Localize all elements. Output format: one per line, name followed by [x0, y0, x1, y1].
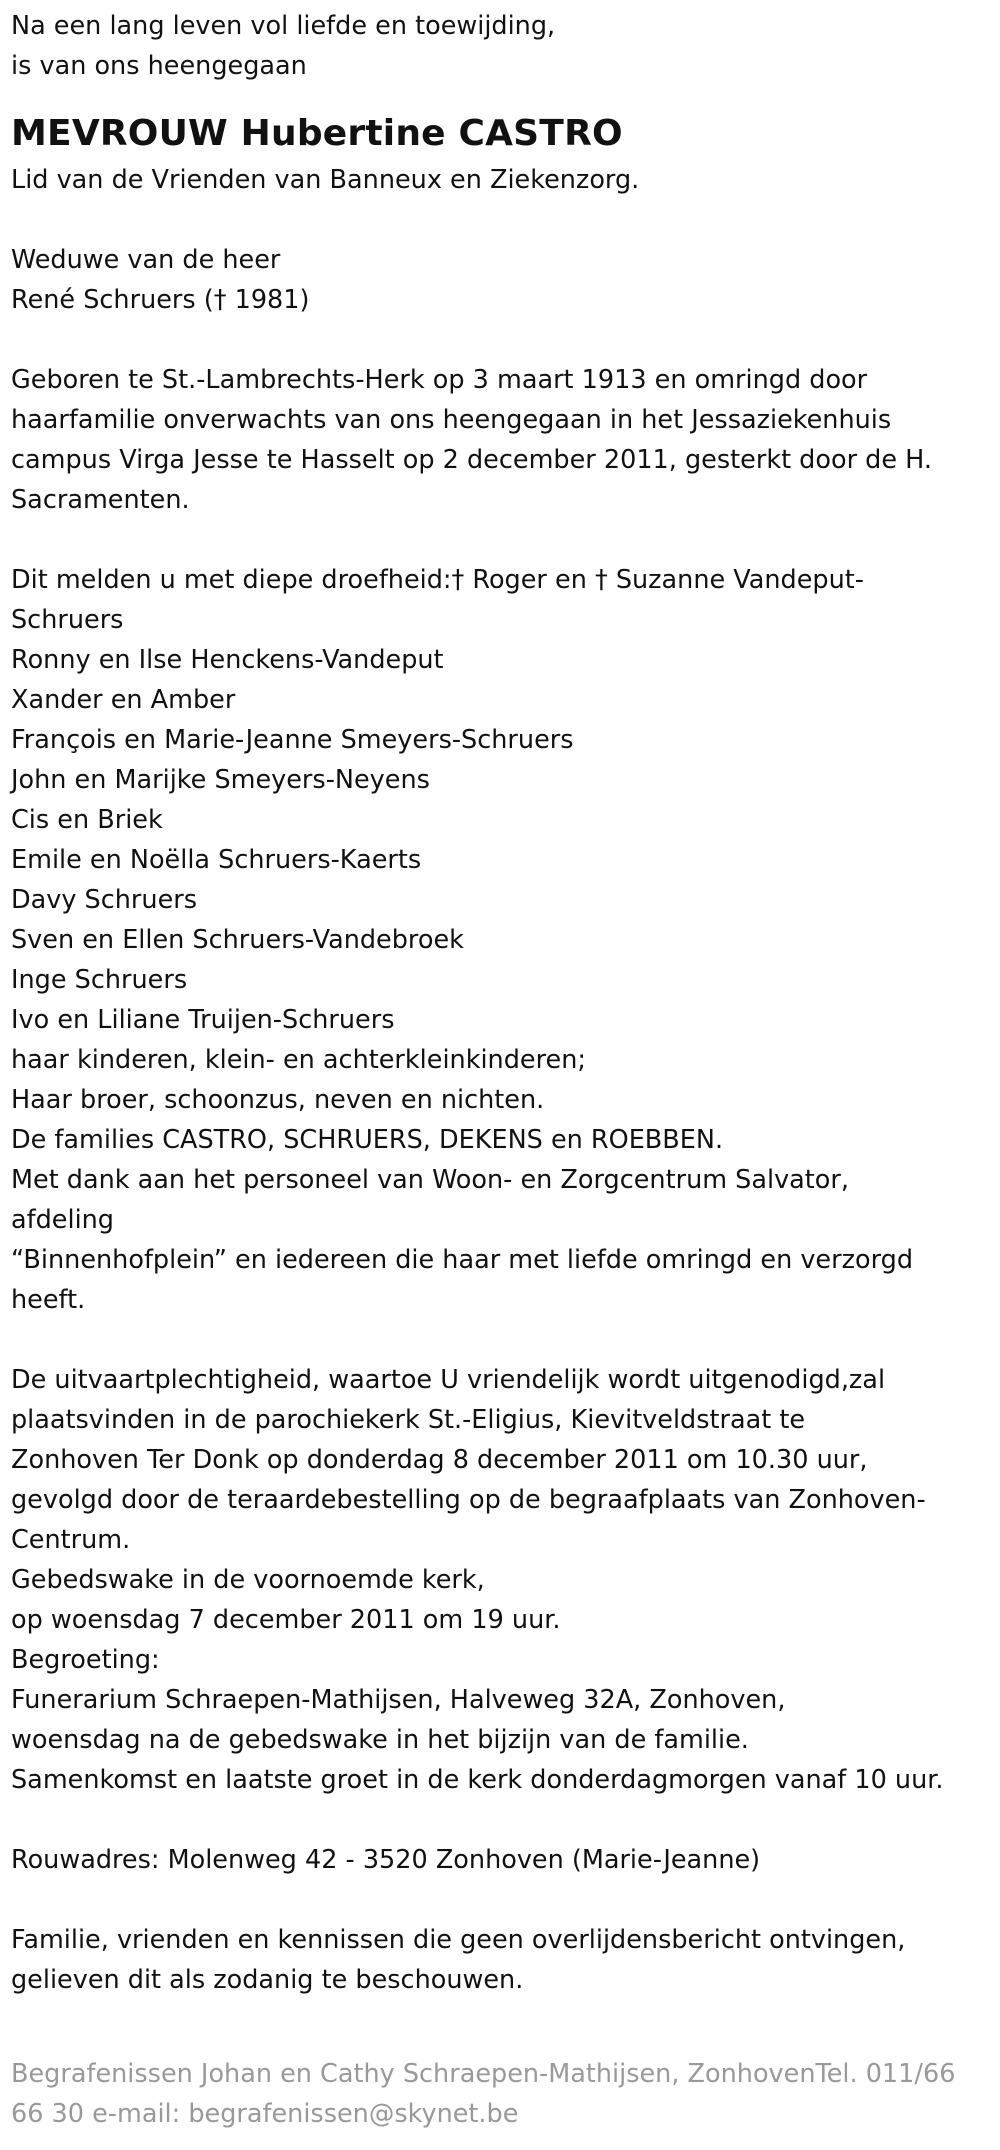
family-line: John en Marijke Smeyers-Neyens — [11, 765, 430, 795]
spacer — [11, 200, 988, 240]
funeral-line: gevolgd door de teraardebestelling op de begraafplaats van Zonhoven- — [11, 1485, 926, 1515]
family-line: Ivo en Liliane Truijen-Schruers — [11, 1005, 395, 1035]
spacer — [11, 520, 988, 560]
family-line: heeft. — [11, 1285, 86, 1315]
widow-line: Weduwe van de heer — [11, 245, 281, 275]
widow-line: René Schruers († 1981) — [11, 285, 310, 315]
family-line: Schruers — [11, 605, 124, 635]
footer-line: Begrafenissen Johan en Cathy Schraepen-Mathijsen, ZonhovenTel. 011/66 — [11, 2059, 956, 2089]
intro-line: Na een lang leven vol liefde en toewijding, — [11, 11, 556, 41]
family-line: Sven en Ellen Schruers-Vandebroek — [11, 925, 464, 955]
family-section — [11, 560, 988, 1320]
family-line: Ronny en Ilse Henckens-Vandeput — [11, 645, 444, 675]
funeral-line: plaatsvinden in de parochiekerk St.-Eligius, Kievitveldstraat te — [11, 1405, 806, 1435]
funeral-line: Samenkomst en laatste groet in de kerk donderdagmorgen vanaf 10 uur. — [11, 1765, 944, 1795]
closing-line: Familie, vrienden en kennissen die geen overlijdensbericht ontvingen, — [11, 1925, 906, 1955]
birth-line: haarfamilie onverwachts van ons heengegaan in het Jessaziekenhuis — [11, 405, 892, 435]
funeral-home-footer — [11, 2054, 988, 2134]
family-line: Dit melden u met diepe droefheid:† Roger en † Suzanne Vandeput- — [11, 565, 864, 595]
family-line: Inge Schruers — [11, 965, 188, 995]
spacer — [11, 1320, 988, 1360]
spacer — [11, 1880, 988, 1920]
birth-line: campus Virga Jesse te Hasselt op 2 december 2011, gesterkt door de H. — [11, 445, 932, 475]
funeral-line: De uitvaartplechtigheid, waartoe U vriendelijk wordt uitgenodigd,zal — [11, 1365, 886, 1395]
funeral-section — [11, 1360, 988, 1800]
deceased-name: MEVROUW Hubertine CASTRO — [11, 113, 623, 154]
family-line: Cis en Briek — [11, 805, 163, 835]
birth-line: Sacramenten. — [11, 485, 190, 515]
spacer — [11, 2000, 988, 2040]
family-line: haar kinderen, klein- en achterkleinkinderen; — [11, 1045, 586, 1075]
intro-section — [11, 6, 988, 86]
family-line: afdeling — [11, 1205, 114, 1235]
birth-line: Geboren te St.-Lambrechts-Herk op 3 maart 1913 en omringd door — [11, 365, 868, 395]
widow-section — [11, 240, 988, 320]
footer-line: 66 30 e-mail: begrafenissen@skynet.be — [11, 2099, 519, 2129]
spacer — [11, 1800, 988, 1840]
closing-section — [11, 1920, 988, 2000]
family-line: Haar broer, schoonzus, neven en nichten. — [11, 1085, 545, 1115]
family-line: François en Marie-Jeanne Smeyers-Schruers — [11, 725, 574, 755]
funeral-line: woensdag na de gebedswake in het bijzijn van de familie. — [11, 1725, 749, 1755]
family-line: De families CASTRO, SCHRUERS, DEKENS en ROEBBEN. — [11, 1125, 724, 1155]
birth-section — [11, 360, 988, 520]
family-line: Met dank aan het personeel van Woon- en Zorgcentrum Salvator, — [11, 1165, 849, 1195]
closing-line: gelieven dit als zodanig te beschouwen. — [11, 1965, 524, 1995]
funeral-line: Funerarium Schraepen-Mathijsen, Halveweg 32A, Zonhoven, — [11, 1685, 786, 1715]
funeral-line: op woensdag 7 december 2011 om 19 uur. — [11, 1605, 561, 1635]
family-line: Emile en Noëlla Schruers-Kaerts — [11, 845, 422, 875]
funeral-line: Begroeting: — [11, 1645, 160, 1675]
family-line: Davy Schruers — [11, 885, 198, 915]
mourning-address: Rouwadres: Molenweg 42 - 3520 Zonhoven (Marie-Jeanne) — [11, 1845, 761, 1875]
funeral-line: Centrum. — [11, 1525, 131, 1555]
family-line: “Binnenhofplein” en iedereen die haar met liefde omringd en verzorgd — [11, 1245, 914, 1275]
funeral-line: Gebedswake in de voornoemde kerk, — [11, 1565, 485, 1595]
spacer — [11, 320, 988, 360]
membership-line: Lid van de Vrienden van Banneux en Ziekenzorg. — [11, 165, 640, 195]
funeral-line: Zonhoven Ter Donk op donderdag 8 december 2011 om 10.30 uur, — [11, 1445, 868, 1475]
family-line: Xander en Amber — [11, 685, 236, 715]
intro-line: is van ons heengegaan — [11, 51, 307, 81]
